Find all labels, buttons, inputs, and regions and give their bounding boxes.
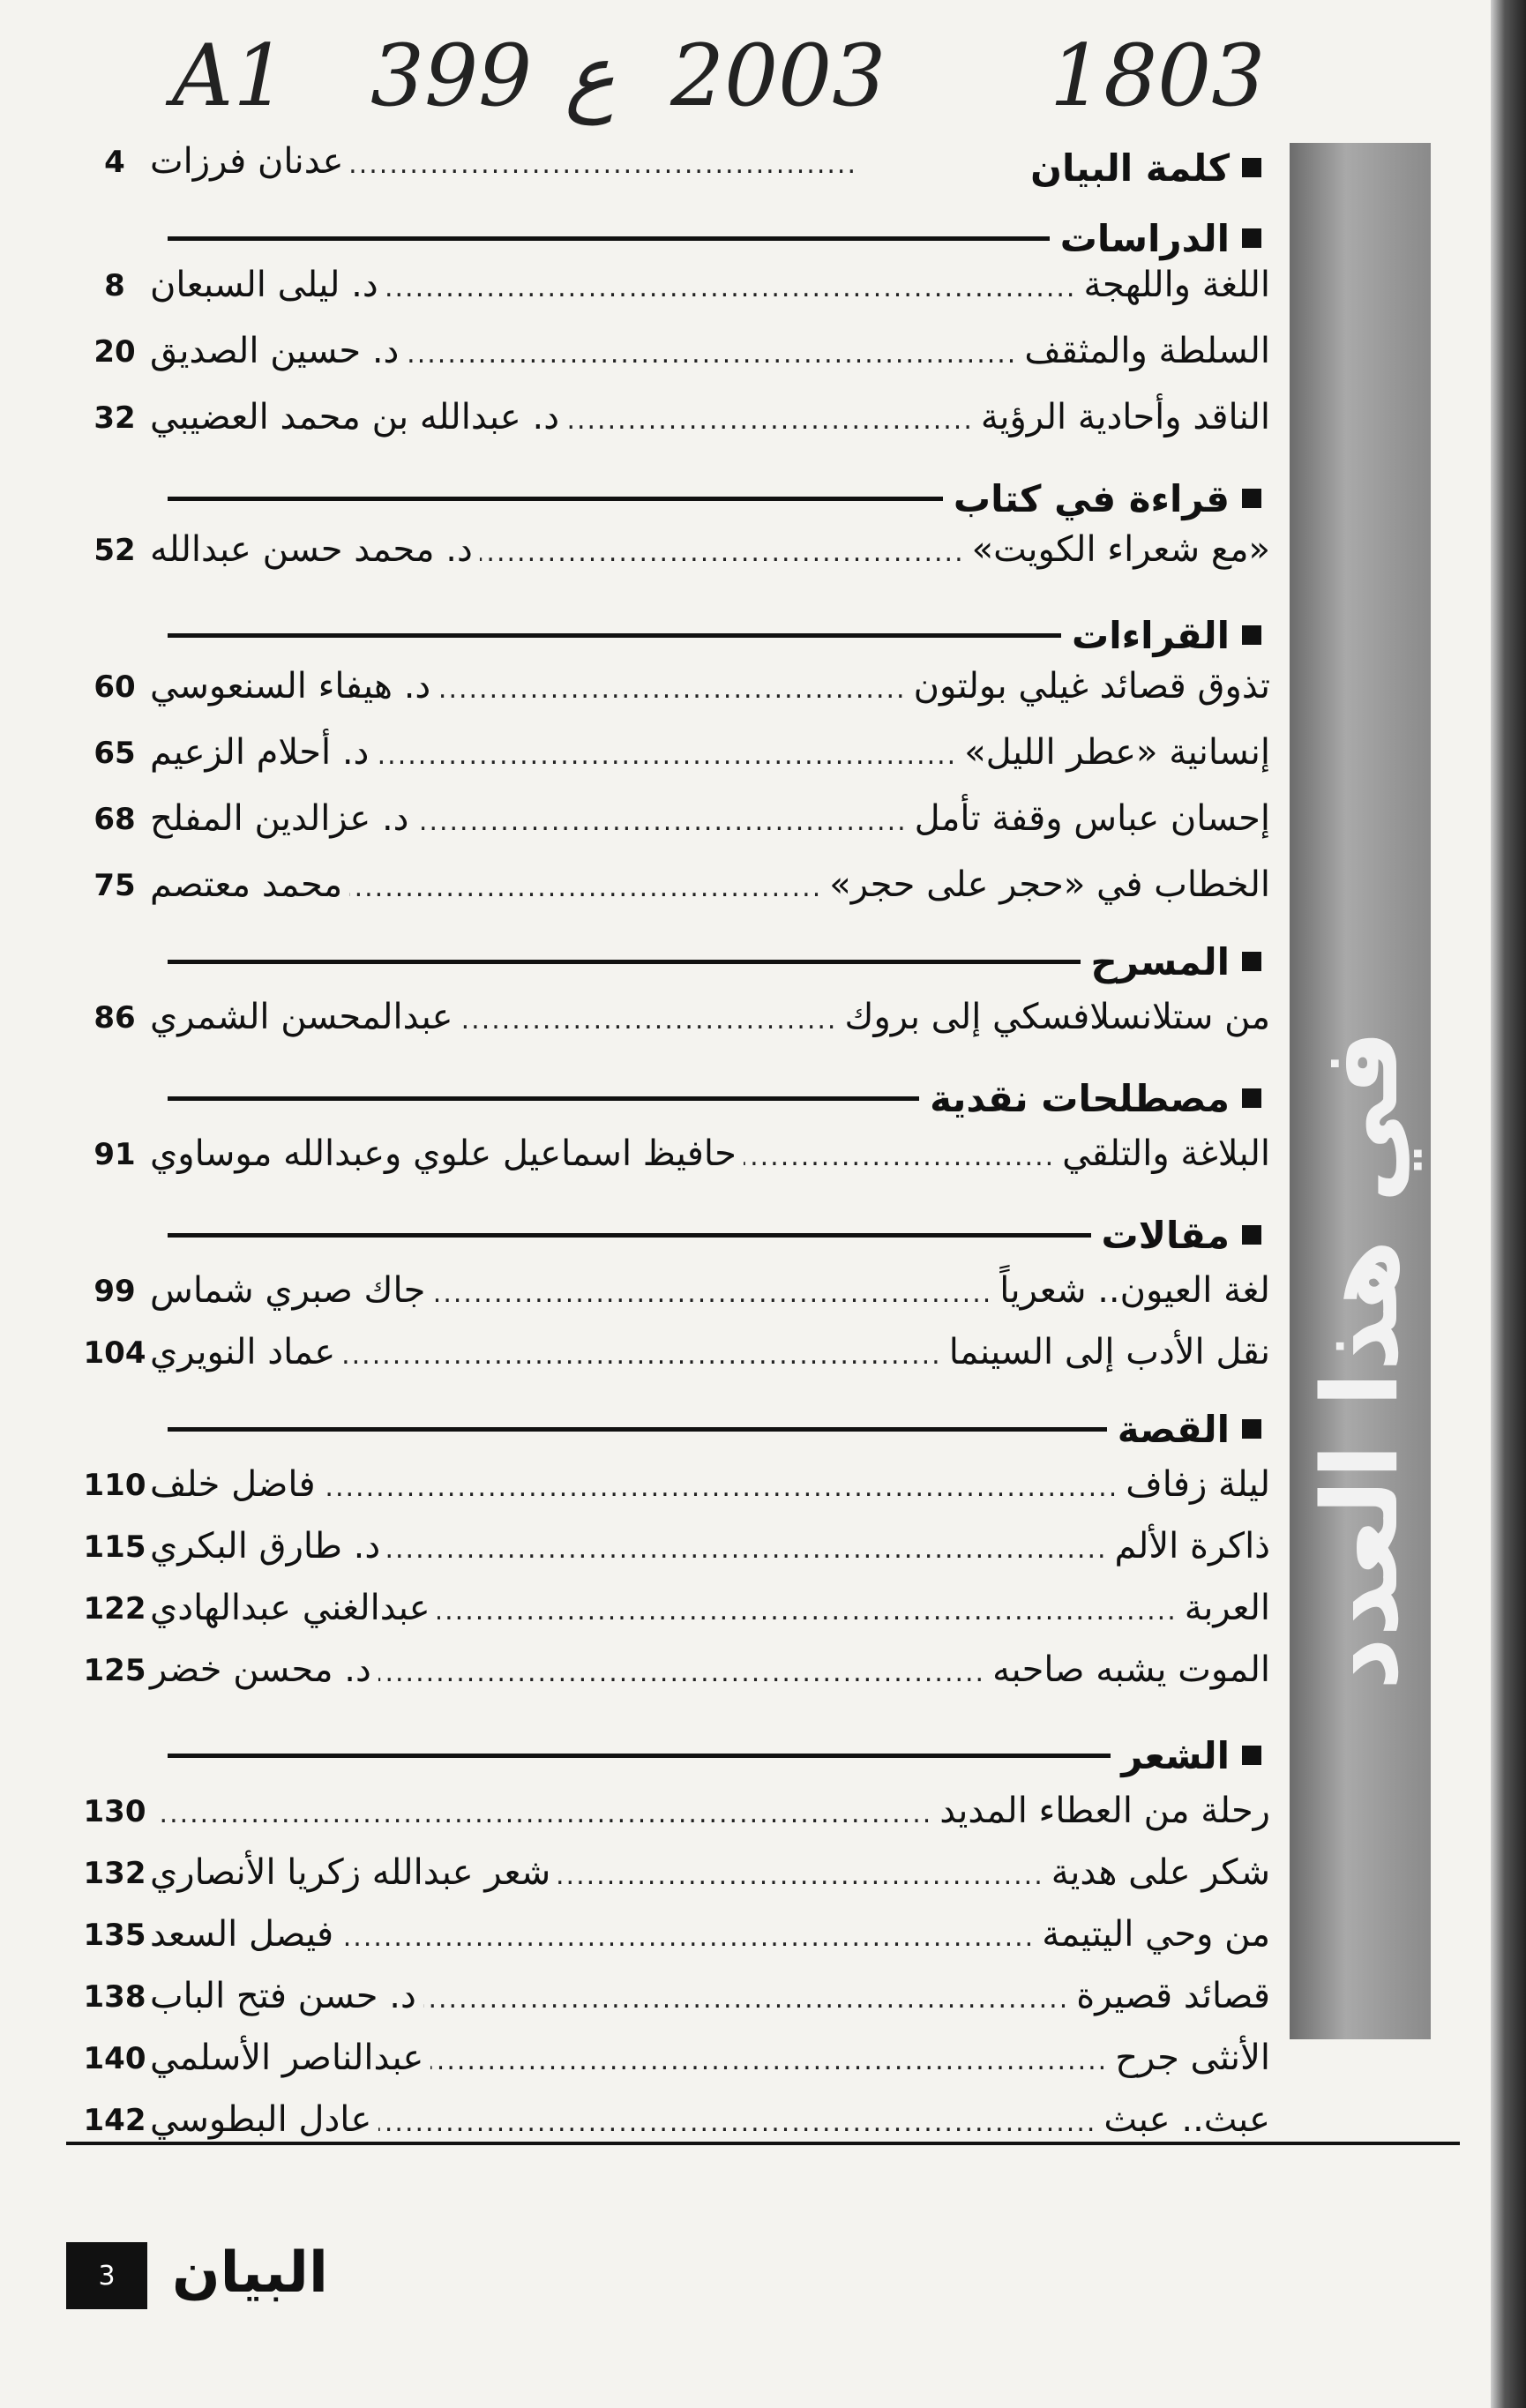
section-heading: [168, 1729, 1261, 1782]
entry-page: 86: [94, 1000, 136, 1036]
square-bullet-icon: [1242, 489, 1261, 508]
leader-dots: [342, 1340, 941, 1371]
leader-dots: [349, 872, 822, 903]
toc-entry: [71, 1791, 1270, 1843]
section-label: مقالات: [1101, 1213, 1230, 1257]
toc-entry: [71, 1588, 1270, 1641]
section-rule: [168, 960, 1081, 964]
entry-page: 8: [104, 268, 125, 303]
leader-dots: [351, 149, 857, 180]
entry-title: رحلة من العطاء المديد: [939, 1791, 1270, 1831]
leader-dots: [387, 1534, 1107, 1565]
entry-title: البلاغة والتلقي: [1062, 1133, 1270, 1174]
entry-author: د. محسن خضر: [150, 1649, 371, 1690]
toc-entry: [71, 1649, 1270, 1702]
entry-author: عماد النويري: [150, 1332, 336, 1372]
entry-page: 20: [94, 334, 136, 370]
toc-entry: [71, 1914, 1270, 1967]
leader-dots: [416, 806, 908, 837]
entry-author: عبدالغني عبدالهادي: [150, 1588, 430, 1628]
leader-dots: [744, 1141, 1055, 1172]
toc-entry: [71, 1332, 1270, 1385]
entry-title: ليلة زفاف: [1126, 1464, 1270, 1505]
leader-dots: [557, 1860, 1044, 1891]
entry-title: نقل الأدب إلى السينما: [948, 1332, 1270, 1372]
handwritten-note-1: A1: [172, 26, 288, 125]
entry-page: 115: [83, 1529, 146, 1565]
entry-page: 125: [83, 1653, 146, 1688]
entry-author: د. أحلام الزعيم: [150, 732, 370, 773]
entry-title: إحسان عباس وقفة تأمل: [914, 798, 1270, 839]
toc-entry: [71, 732, 1270, 785]
entry-page: 32: [94, 400, 136, 436]
entry-page: 75: [94, 868, 136, 903]
entry-page: 68: [94, 802, 136, 837]
entry-author: د. حسن فتح الباب: [150, 1976, 416, 2016]
leader-dots: [432, 1278, 992, 1309]
entry-title: قصائد قصيرة: [1076, 1976, 1270, 2016]
entry-author: محمد معتصم: [150, 864, 343, 905]
leader-dots: [323, 1472, 1119, 1503]
section-rule: [168, 1096, 919, 1101]
toc-entry: [71, 265, 1270, 318]
section-label: الدراسات: [1059, 216, 1230, 260]
leader-dots: [406, 339, 1017, 370]
handwritten-note-5: 1803: [1050, 26, 1266, 125]
section-heading: [168, 1208, 1261, 1261]
entry-page: 65: [94, 736, 136, 771]
leader-dots: [376, 740, 957, 771]
entry-author: عبدالناصر الأسلمي: [150, 2038, 424, 2078]
handwritten-note-3: ع: [565, 26, 616, 125]
section-label: الشعر: [1121, 1733, 1230, 1777]
toc-entry: [71, 1270, 1270, 1323]
entry-title: العربة: [1184, 1588, 1270, 1628]
entry-page: 138: [83, 1979, 146, 2015]
toc-entry: [71, 141, 864, 194]
section-heading: [168, 472, 1261, 525]
entry-page: 140: [83, 2041, 146, 2076]
section-heading: [168, 609, 1261, 662]
footer-rule: [66, 2142, 1460, 2145]
entry-title: اللغة واللهجة: [1083, 265, 1270, 305]
handwritten-note-4: 2003: [670, 26, 886, 125]
square-bullet-icon: [1242, 952, 1261, 971]
section-rule: [168, 1233, 1091, 1238]
handwritten-note-2: 399: [370, 26, 533, 125]
entry-title: «مع شعراء الكويت»: [971, 529, 1270, 570]
toc-entry: [71, 1526, 1270, 1579]
section-label: القراءات: [1072, 613, 1230, 657]
entry-page: 135: [83, 1918, 146, 1953]
side-title: في هذا العدد: [1299, 1029, 1421, 1691]
leader-dots: [566, 405, 974, 436]
leader-dots: [438, 674, 906, 705]
entry-title: من وحي اليتيمة: [1042, 1914, 1270, 1955]
section-rule: [168, 497, 943, 501]
leader-dots: [157, 1799, 932, 1829]
square-bullet-icon: [1242, 228, 1261, 248]
square-bullet-icon: [1242, 1419, 1261, 1439]
entry-title: شكر على هدية: [1051, 1852, 1270, 1893]
square-bullet-icon: [1242, 1746, 1261, 1765]
toc-entry: [71, 666, 1270, 719]
entry-page: 52: [94, 533, 136, 568]
toc-entry: [71, 529, 1270, 582]
entry-title: من ستلانسلافسكي إلى بروك: [844, 997, 1270, 1037]
magazine-logo: البيان: [172, 2240, 328, 2306]
entry-title: السلطة والمثقف: [1024, 331, 1270, 371]
leader-dots: [460, 1005, 838, 1036]
entry-page: 110: [83, 1468, 146, 1503]
entry-page: 60: [94, 669, 136, 705]
section-label: مصطلحات نقدية: [930, 1076, 1230, 1120]
toc-entry: [71, 397, 1270, 450]
leader-dots: [340, 1922, 1035, 1953]
toc-entry: [71, 1852, 1270, 1905]
leader-dots: [438, 1596, 1178, 1627]
entry-author: د. طارق البكري: [150, 1526, 381, 1567]
section-label: قراءة في كتاب: [953, 476, 1230, 520]
leader-dots: [423, 1984, 1069, 2015]
page-number: 3: [66, 2242, 147, 2309]
entry-author: جاك صبري شماس: [150, 1270, 426, 1311]
entry-page: 122: [83, 1591, 146, 1627]
entry-page: 142: [83, 2103, 146, 2138]
section-heading: [168, 935, 1261, 988]
section-heading: [168, 1072, 1261, 1125]
section-rule: [168, 236, 1050, 241]
leader-dots: [378, 1657, 985, 1688]
entry-page: 4: [104, 145, 125, 180]
toc-entry: [71, 1133, 1270, 1186]
section-heading: [168, 212, 1261, 265]
section-heading: [882, 141, 1261, 194]
entry-title: الناقد وأحادية الرؤية: [980, 397, 1270, 437]
entry-author: حافيظ اسماعيل علوي وعبدالله موساوي: [150, 1133, 737, 1174]
entry-page: 91: [94, 1137, 136, 1172]
square-bullet-icon: [1242, 1088, 1261, 1108]
entry-title: تذوق قصائد غيلي بولتون: [913, 666, 1270, 707]
leader-dots: [480, 537, 965, 568]
entry-author: د. هيفاء السنعوسي: [150, 666, 431, 707]
entry-title: ذاكرة الألم: [1114, 1526, 1270, 1567]
entry-title: الموت يشبه صاحبه: [992, 1649, 1270, 1690]
leader-dots: [430, 2045, 1108, 2076]
section-rule: [168, 1754, 1111, 1758]
entry-page: 99: [94, 1274, 136, 1309]
toc-entry: [71, 997, 1270, 1050]
leader-dots: [378, 2107, 1096, 2138]
entry-title: إنسانية «عطر الليل»: [964, 732, 1270, 773]
section-rule: [168, 1427, 1107, 1432]
entry-author: شعر عبدالله زكريا الأنصاري: [150, 1852, 551, 1893]
entry-author: د. ليلى السبعان: [150, 265, 378, 305]
section-label: المسرح: [1090, 939, 1230, 983]
section-label: القصة: [1117, 1407, 1230, 1451]
entry-title: لغة العيون.. شعرياً: [999, 1270, 1270, 1311]
entry-page: 132: [83, 1856, 146, 1891]
entry-author: فاضل خلف: [150, 1464, 316, 1505]
toc-entry: [71, 864, 1270, 917]
square-bullet-icon: [1242, 1225, 1261, 1245]
square-bullet-icon: [1242, 158, 1261, 177]
entry-author: عادل البطوسي: [150, 2099, 372, 2140]
toc-entry: [71, 2038, 1270, 2090]
section-rule: [168, 633, 1061, 638]
entry-author: د. عبدالله بن محمد العضيبي: [150, 397, 560, 437]
entry-author: فيصل السعد: [150, 1914, 334, 1955]
section-heading: [168, 1402, 1261, 1455]
entry-title: عبث.. عبث: [1103, 2099, 1270, 2140]
entry-author: د. محمد حسن عبدالله: [150, 529, 473, 570]
toc-entry: [71, 1976, 1270, 2029]
entry-author: عبدالمحسن الشمري: [150, 997, 453, 1037]
section-label: كلمة البيان: [1030, 146, 1230, 190]
leader-dots: [385, 273, 1077, 303]
entry-title: الأنثى جرح: [1115, 2038, 1270, 2078]
entry-page: 104: [83, 1335, 146, 1371]
entry-page: 130: [83, 1794, 146, 1829]
toc-entry: [71, 1464, 1270, 1517]
square-bullet-icon: [1242, 625, 1261, 645]
entry-author: د. عزالدين المفلح: [150, 798, 409, 839]
toc-entry: [71, 798, 1270, 851]
toc-entry: [71, 331, 1270, 384]
entry-title: الخطاب في «حجر على حجر»: [829, 864, 1270, 905]
entry-author: د. حسين الصديق: [150, 331, 400, 371]
entry-author: عدنان فرزات: [150, 141, 344, 182]
